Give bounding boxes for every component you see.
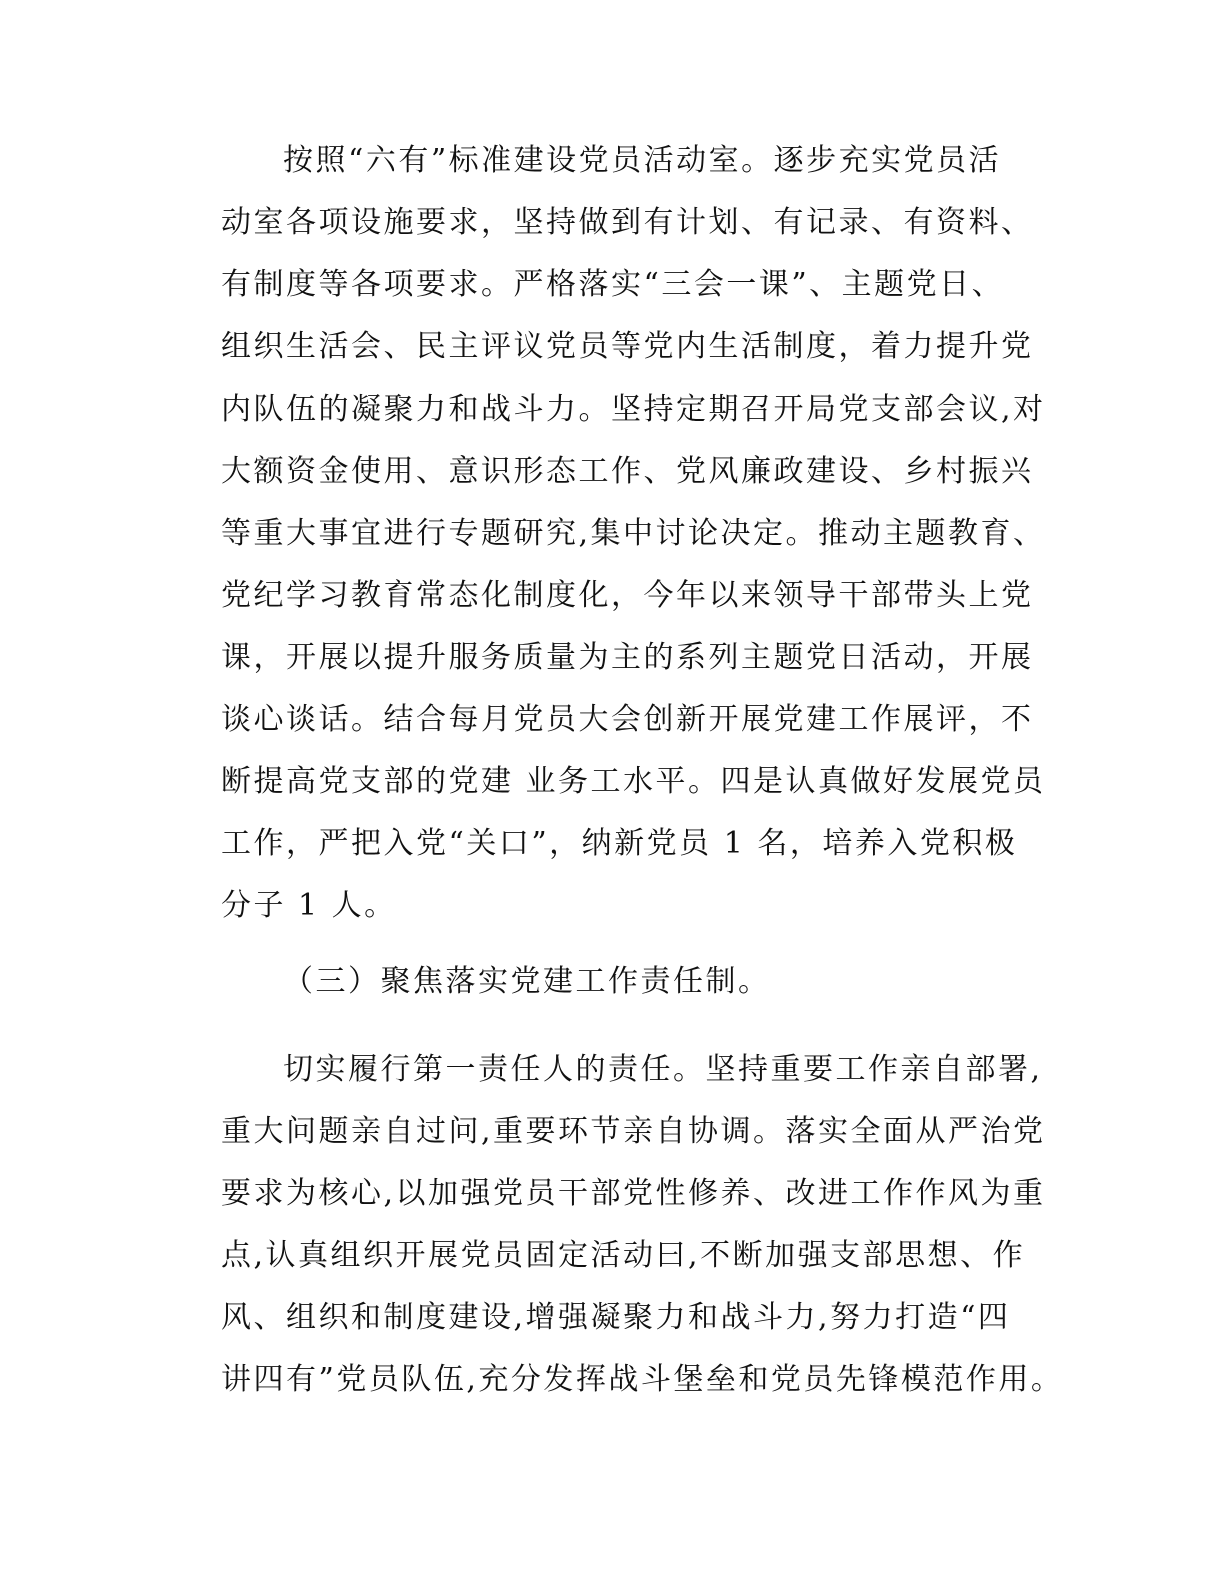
paragraph-1-line-3: 有制度等各项要求。严格落实“三会一课”、主题党日、 (221, 267, 1005, 302)
section-heading: （三）聚焦落实党建工作责任制。 (283, 964, 771, 999)
paragraph-1-line-2: 动室各项设施要求，坚持做到有计划、有记录、有资料、 (221, 205, 1034, 240)
paragraph-1-line-8: 党纪学习教育常态化制度化，今年以来领导干部带头上党 (221, 578, 1034, 613)
paragraph-1-line-7: 等重大事宜进行专题研究,集中讨论决定。推动主题教育、 (221, 516, 1046, 551)
paragraph-1-line-6: 大额资金使用、意识形态工作、党风廉政建设、乡村振兴 (221, 454, 1034, 489)
paragraph-2-line-3: 要求为核心,以加强党员干部党性修养、改进工作作风为重 (221, 1176, 1046, 1211)
paragraph-1-line-11: 断提高党支部的党建 业务工水平。四是认真做好发展党员 (221, 764, 1046, 799)
paragraph-1-line-4: 组织生活会、民主评议党员等党内生活制度，着力提升党 (221, 329, 1034, 364)
paragraph-1-line-10: 谈心谈话。结合每月党员大会创新开展党建工作展评，不 (221, 702, 1034, 737)
paragraph-1-line-1: 按照“六有”标准建设党员活动室。逐步充实党员活 (283, 143, 1002, 178)
paragraph-2-line-6: 讲四有”党员队伍,充分发挥战斗堡垒和党员先锋模范作用。 (221, 1362, 1064, 1397)
paragraph-1-line-12: 工作，严把入党“关口”，纳新党员 1 名，培养入党积极 (221, 826, 1018, 861)
paragraph-1-line-5: 内队伍的凝聚力和战斗力。坚持定期召开局党支部会议,对 (221, 392, 1046, 427)
paragraph-2-line-2: 重大问题亲自过问,重要环节亲自协调。落实全面从严治党 (221, 1114, 1046, 1149)
paragraph-2-line-5: 风、组织和制度建设,增强凝聚力和战斗力,努力打造“四 (221, 1300, 1011, 1335)
paragraph-2-line-1: 切实履行第一责任人的责任。坚持重要工作亲自部署, (283, 1052, 1043, 1087)
paragraph-2-line-4: 点,认真组织开展党员固定活动曰,不断加强支部思想、作 (221, 1238, 1026, 1273)
paragraph-1-line-9: 课，开展以提升服务质量为主的系列主题党日活动，开展 (221, 640, 1034, 675)
paragraph-1-line-13: 分子 1 人。 (221, 888, 397, 923)
